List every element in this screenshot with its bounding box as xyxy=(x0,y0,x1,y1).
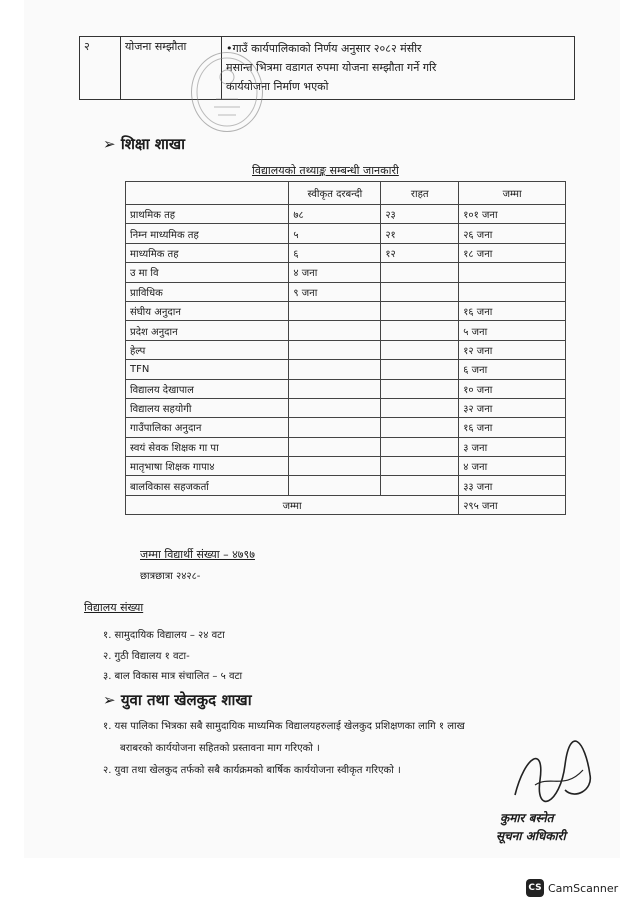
total-label: जम्मा xyxy=(126,495,459,514)
table-row xyxy=(126,437,566,456)
table-cell: प्राविधिक xyxy=(126,282,289,301)
table-row xyxy=(126,418,566,437)
education-staff-table xyxy=(125,181,566,515)
table-row xyxy=(126,301,566,320)
table-cell: १६ जना xyxy=(459,301,566,320)
youth-item-1-line-2: बराबरको कार्ययोजना सहितको प्रस्तावना माग गरिएको । xyxy=(120,743,320,754)
table-cell: १६ जना xyxy=(459,418,566,437)
plan-agreement-table xyxy=(79,36,575,100)
table-row xyxy=(126,476,566,495)
table-cell: ६ xyxy=(289,243,381,262)
column-header xyxy=(126,182,289,205)
list-item: ३. बाल विकास मात्र संचालित – ५ वटा xyxy=(103,671,243,682)
youth-item-1-line-1: १. यस पालिका भित्रका सबै सामुदायिक माध्यमिक विद्यालयहरुलाई खेलकुद प्रशिक्षणका लागि १ लाख xyxy=(103,721,465,732)
column-header: स्वीकृत दरबन्दी xyxy=(289,182,381,205)
table-cell xyxy=(289,360,381,379)
table-cell xyxy=(289,418,381,437)
table-cell: ४ जना xyxy=(459,457,566,476)
table-row xyxy=(126,224,566,243)
table-cell: मातृभाषा शिक्षक गापा४ xyxy=(126,457,289,476)
signatory-name: कुमार बस्नेत xyxy=(500,811,554,825)
table-cell: ३ जना xyxy=(459,437,566,456)
signature-mark xyxy=(505,735,605,815)
table-cell: ४ जना xyxy=(289,263,381,282)
row-description: •गाउँ कार्यपालिकाको निर्णय अनुसार २०८२ मंसीर मसान्त भित्रमा वडागत रुपमा योजना सम्झौता गर्ने गरि कार्ययोजना निर्माण भएको xyxy=(222,37,575,100)
row-number: २ xyxy=(80,37,121,100)
table-cell: २६ जना xyxy=(459,224,566,243)
table-cell: १८ जना xyxy=(459,243,566,262)
table-row xyxy=(126,398,566,417)
table-cell: माध्यमिक तह xyxy=(126,243,289,262)
list-item: २. गुठी विद्यालय १ वटा- xyxy=(103,651,190,662)
table-cell: स्वयं सेवक शिक्षक गा पा xyxy=(126,437,289,456)
table-cell xyxy=(381,301,459,320)
table-cell xyxy=(381,321,459,340)
table-cell: संघीय अनुदान xyxy=(126,301,289,320)
table-cell: गाउँपालिका अनुदान xyxy=(126,418,289,437)
table-cell: १२ xyxy=(381,243,459,262)
table-cell: १२ जना xyxy=(459,340,566,359)
table-cell xyxy=(289,321,381,340)
table-cell xyxy=(459,282,566,301)
table-cell: ९ जना xyxy=(289,282,381,301)
table-cell xyxy=(289,457,381,476)
table-cell: TFN xyxy=(126,360,289,379)
table-cell xyxy=(381,457,459,476)
signatory-title: सूचना अधिकारी xyxy=(496,829,566,843)
camscanner-logo-icon: CS xyxy=(526,879,544,897)
table-cell: २१ xyxy=(381,224,459,243)
table-cell: ५ xyxy=(289,224,381,243)
table-cell: प्रदेश अनुदान xyxy=(126,321,289,340)
table-cell: निम्न माध्यमिक तह xyxy=(126,224,289,243)
table-cell: ३३ जना xyxy=(459,476,566,495)
table-header-row xyxy=(126,182,566,205)
table-cell: ७८ xyxy=(289,205,381,224)
row-title: योजना सम्झौता xyxy=(121,37,222,100)
total-row xyxy=(126,495,566,514)
table-cell xyxy=(289,301,381,320)
table-cell xyxy=(381,437,459,456)
column-header: जम्मा xyxy=(459,182,566,205)
table-cell: प्राथमिक तह xyxy=(126,205,289,224)
table-cell: २३ xyxy=(381,205,459,224)
table-cell xyxy=(381,263,459,282)
table-cell xyxy=(289,476,381,495)
table-cell: ६ जना xyxy=(459,360,566,379)
table-cell xyxy=(381,360,459,379)
table-cell xyxy=(381,379,459,398)
students-total: जम्मा विद्यार्थी संख्या – ४७९७ xyxy=(140,548,255,561)
table-cell: उ मा वि xyxy=(126,263,289,282)
seal-emblem-icon xyxy=(192,53,262,131)
column-header: राहत xyxy=(381,182,459,205)
table-cell xyxy=(381,282,459,301)
table-cell: विद्यालय देखापाल xyxy=(126,379,289,398)
list-item: १. सामुदायिक विद्यालय – २४ वटा xyxy=(103,630,225,641)
table-cell xyxy=(381,418,459,437)
office-seal xyxy=(191,52,263,132)
table-row xyxy=(126,243,566,262)
table-cell: ५ जना xyxy=(459,321,566,340)
table-cell: १०१ जना xyxy=(459,205,566,224)
table-cell xyxy=(289,437,381,456)
table-row xyxy=(126,360,566,379)
table-row xyxy=(126,263,566,282)
camscanner-label: CamScanner xyxy=(548,881,619,895)
table-cell xyxy=(289,398,381,417)
table-row xyxy=(126,321,566,340)
girls-boys-count: छात्रछात्रा २४२८- xyxy=(140,571,201,582)
table-title: विद्यालयको तथ्याङ्क सम्बन्धी जानकारी xyxy=(252,164,399,177)
table-cell xyxy=(381,476,459,495)
table-cell: १० जना xyxy=(459,379,566,398)
youth-item-2: २. युवा तथा खेलकुद तर्फको सबै कार्यक्रमको बार्षिक कार्ययोजना स्वीकृत गरिएको । xyxy=(103,765,401,776)
table-cell xyxy=(381,340,459,359)
table-cell: बालविकास सहजकर्ता xyxy=(126,476,289,495)
table-cell: विद्यालय सहयोगी xyxy=(126,398,289,417)
camscanner-watermark xyxy=(526,879,618,897)
table-row xyxy=(80,37,575,100)
table-cell: हेल्प xyxy=(126,340,289,359)
table-row xyxy=(126,205,566,224)
table-row xyxy=(126,379,566,398)
table-row xyxy=(126,282,566,301)
table-cell xyxy=(289,340,381,359)
youth-heading: ➢ युवा तथा खेलकुद शाखा xyxy=(103,691,252,709)
table-cell: ३२ जना xyxy=(459,398,566,417)
schools-heading: विद्यालय संख्या xyxy=(84,601,144,614)
education-heading: ➢ शिक्षा शाखा xyxy=(103,135,186,153)
table-row xyxy=(126,457,566,476)
table-cell xyxy=(459,263,566,282)
table-row xyxy=(126,340,566,359)
table-cell xyxy=(289,379,381,398)
table-cell xyxy=(381,398,459,417)
total-value: २९५ जना xyxy=(459,495,566,514)
